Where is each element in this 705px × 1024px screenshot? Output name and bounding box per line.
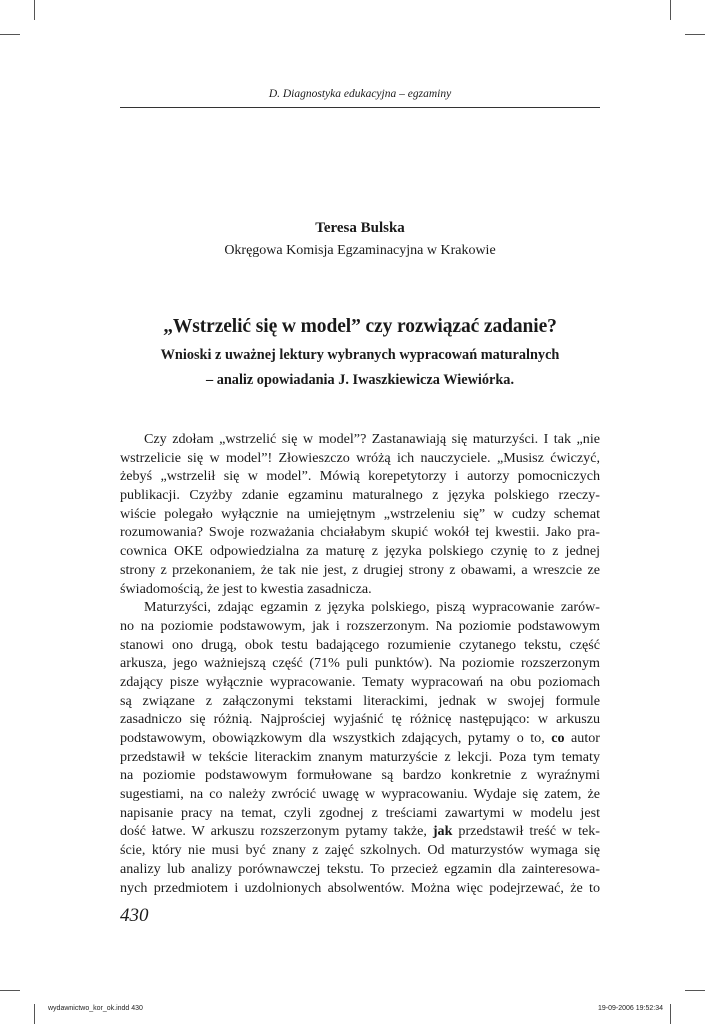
header-rule	[120, 107, 600, 108]
body-line: publikacji. Czyżby zdanie egzaminu maturalnego z języka polskiego rzeczy-	[120, 487, 600, 504]
body-line: przedstawił w tekście literackim znanym maturzyście z lekcji. Poza tym tematy	[120, 748, 600, 765]
body-line: na poziomie podstawowym formułowane są bardzo konkretnie z wyraźnymi	[120, 767, 600, 784]
body-line: sugestiami, na co należy zwrócić uwagę w wypracowaniu. Wydaje się zatem, że	[120, 786, 600, 803]
crop-mark	[685, 34, 705, 35]
running-head: D. Diagnostyka edukacyjna – egzaminy	[268, 88, 452, 100]
print-slug-timestamp: 19-09-2006 19:52:34	[598, 1005, 663, 1012]
body-line: podstawowym, obowiązkowym dla wszystkich zdających, pytamy o to, co autor	[120, 730, 600, 746]
body-line: żebyś „wstrzelił się w model”. Mówią korepetytorzy i autorzy pomocniczych	[120, 468, 600, 485]
author-affiliation: Okręgowa Komisja Egzaminacyjna w Krakowie	[224, 243, 496, 258]
body-line: wstrzelicie się w model”! Złowieszczo wróżą ich nauczyciele. „Musisz ćwiczyć,	[120, 449, 600, 466]
body-line: no na poziomie podstawowym, jak i rozszerzonym. Na poziomie podstawowym	[120, 617, 600, 634]
body-line: napisanie pracy na temat, czyli zgodnej z treściami zawartymi w modelu jest	[120, 804, 600, 821]
article-body	[120, 430, 600, 897]
body-line: Maturzyści, zdając egzamin z języka polskiego, piszą wypracowanie zarów-	[144, 599, 600, 616]
crop-mark	[0, 990, 20, 991]
body-line: świadomością, że jest to kwestia zasadnicza.	[120, 580, 372, 597]
crop-mark	[34, 1004, 35, 1024]
body-line: są związane z załączonymi tekstami literackimi, jednak w swojej formule	[120, 692, 600, 709]
crop-mark	[670, 0, 671, 20]
body-line: cownica OKE odpowiedzialna za maturę z języka polskiego czynię to z jednej	[120, 543, 600, 560]
body-line: rozumowania? Swoje rozważania chciałabym skupić wokół tej kwestii. Jako pra-	[120, 524, 600, 541]
page-number: 430	[120, 905, 149, 926]
body-line: ście, który nie musi być znany z zajęć szkolnych. Od maturzystów wymaga się	[120, 842, 600, 859]
body-line: zasadniczo się różnią. Najprościej wyjaśnić tę różnicę następująco: w arkuszu	[120, 711, 600, 728]
body-line: zdający pisze wyłącznie wypracowanie. Tematy wypracowań na obu poziomach	[120, 673, 600, 690]
body-line: arkusza, jego ważniejszą część (71% puli punktów). Na poziomie rozszerzonym	[120, 655, 600, 672]
crop-mark	[0, 34, 20, 35]
print-slug-file: wydawnictwo_kor_ok.indd 430	[48, 1005, 143, 1012]
crop-mark	[34, 0, 35, 20]
article-title: „Wstrzelić się w model” czy rozwiązać zadanie?	[163, 316, 557, 337]
author-name: Teresa Bulska	[315, 220, 405, 236]
emphasis-co: co	[551, 730, 565, 746]
body-line: strony z przekonaniem, że tak nie jest, z drugiej strony z obawami, a wreszcie ze	[120, 561, 600, 578]
body-line: analizy lub analizy porównawczej tekstu. To przecież egzamin dla zainteresowa-	[120, 860, 600, 877]
body-line: nych przedmiotem i uzdolnionych absolwentów. Można więc podejrzewać, że to	[120, 879, 600, 896]
body-line: Czy zdołam „wstrzelić się w model”? Zastanawiają się maturzyści. I tak „nie	[144, 431, 600, 447]
body-line: stanowi ono drugą, obok testu badającego rozumienie czytanego tekstu, część	[120, 636, 600, 653]
crop-mark	[670, 1004, 671, 1024]
article-subtitle-line-2: – analiz opowiadania J. Iwaszkiewicza Wiewiórka.	[205, 372, 515, 388]
article-subtitle-line-1: Wnioski z uważnej lektury wybranych wypracowań maturalnych	[160, 347, 560, 363]
emphasis-jak: jak	[432, 823, 453, 840]
crop-mark	[685, 990, 705, 991]
body-line: dość łatwe. W arkuszu rozszerzonym pytamy także, jak przedstawił treść w tek-	[120, 823, 600, 840]
body-line: wiście polegało wyłącznie na umiejętnym „wstrzeleniu się” w cudzy schemat	[120, 505, 600, 522]
